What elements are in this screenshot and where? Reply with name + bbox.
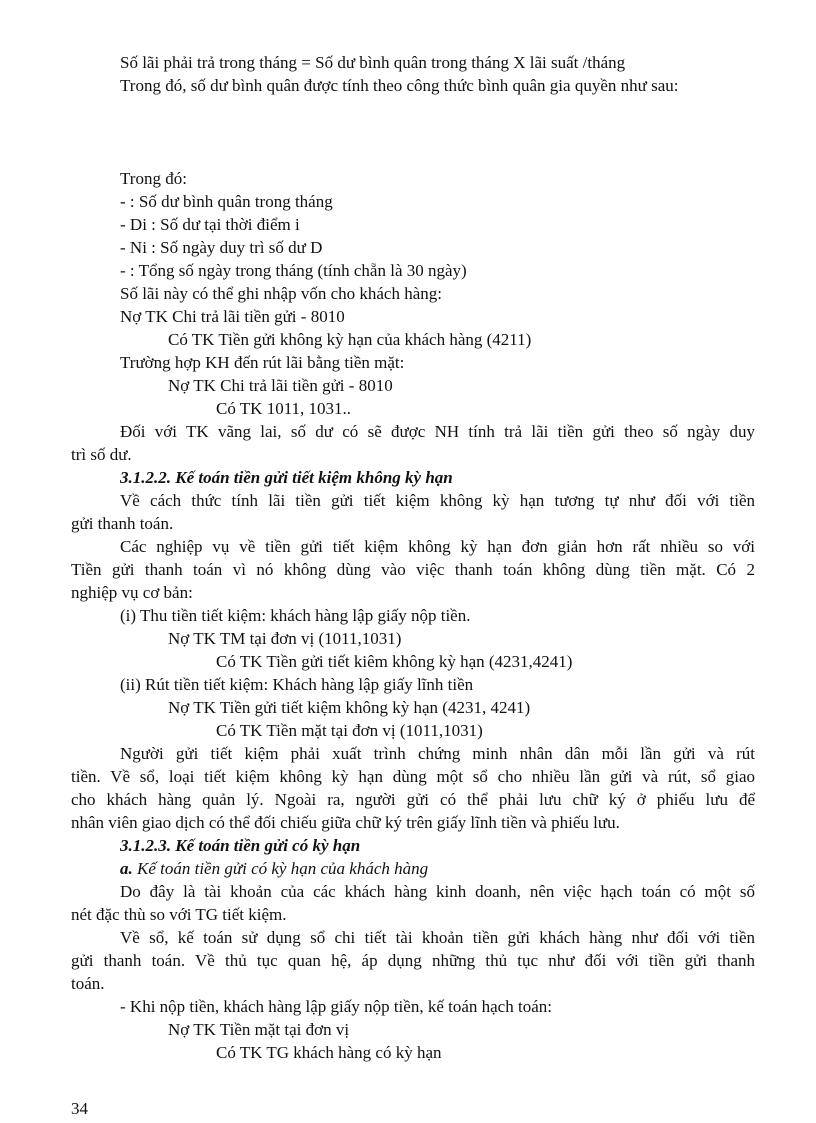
capitalize-interest-line: Số lãi này có thể ghi nhập vốn cho khách hàng: [120,284,442,303]
debit-entry: Nợ TK Tiền mặt tại đơn vị [168,1020,350,1039]
paragraph-line: tiền. Về sổ, loại tiết kiệm không kỳ hạn dùng một sổ cho nhiều lần gửi và rút, sổ giao [71,767,755,786]
paragraph-line: nét đặc thù so với TG tiết kiệm. [71,905,287,924]
paragraph-line: Do đây là tài khoản của các khách hàng kinh doanh, nên việc hạch toán có một số [120,882,755,901]
credit-entry: Có TK TG khách hàng có kỳ hạn [216,1043,442,1062]
definition-ni: - Ni : Số ngày duy trì số dư D [120,238,323,257]
deposit-procedure: - Khi nộp tiền, khách hàng lập giấy nộp tiền, kế toán hạch toán: [120,997,552,1016]
paragraph-line: Tiền gửi thanh toán vì nó không dùng vào việc thanh toán không dùng tiền mặt. Có 2 [71,560,755,579]
subsection-heading [120,858,428,880]
definition-di: - Di : Số dư tại thời điểm i [120,215,300,234]
debit-entry: Nợ TK Chi trả lãi tiền gửi - 8010 [120,307,345,326]
section-heading: 3.1.2.2. Kế toán tiền gửi tiết kiệm không kỳ hạn [120,468,453,487]
paragraph-line: nghiệp vụ cơ bản: [71,583,193,602]
where-label: Trong đó: [120,169,187,188]
subsection-title: Kế toán tiền gửi có kỳ hạn của khách hàng [132,859,429,878]
definition-average-balance: - : Số dư bình quân trong tháng [120,192,333,211]
credit-entry: Có TK Tiền gửi không kỳ hạn của khách hàng (4211) [168,330,532,349]
paragraph-line: toán. [71,974,105,993]
paragraph-line: Về cách thức tính lãi tiền gửi tiết kiệm không kỳ hạn tương tự như đối với tiền [120,491,755,510]
credit-entry: Có TK Tiền gửi tiết kiêm không kỳ hạn (4231,4241) [216,652,573,671]
paragraph-line: Các nghiệp vụ về tiền gửi tiết kiệm không kỳ hạn đơn giản hơn rất nhiều so với [120,537,755,556]
credit-entry: Có TK 1011, 1031.. [216,399,352,418]
paragraph-line: Người gửi tiết kiệm phải xuất trình chứng minh nhân dân mỗi lần gửi và rút [120,744,755,763]
average-balance-intro: Trong đó, số dư bình quân được tính theo công thức bình quân gia quyền như sau: [120,76,679,95]
debit-entry: Nợ TK Tiền gửi tiết kiệm không kỳ hạn (4231, 4241) [168,698,531,717]
operation-withdrawal: (ii) Rút tiền tiết kiệm: Khách hàng lập giấy lĩnh tiền [120,675,474,694]
debit-entry: Nợ TK TM tại đơn vị (1011,1031) [168,629,402,648]
paragraph-line: gửi thanh toán. [71,514,174,533]
paragraph-line: cho khách hàng quản lý. Ngoài ra, người gửi có thể phải lưu chữ ký ở phiếu lưu để [71,790,755,809]
cash-withdrawal-case: Trường hợp KH đến rút lãi bằng tiền mặt: [120,353,405,372]
definition-total-days: - : Tổng số ngày trong tháng (tính chẵn là 30 ngày) [120,261,467,280]
paragraph-line: gửi thanh toán. Về thủ tục quan hệ, áp dụng những thủ tục như đối với tiền gửi thanh [71,951,755,970]
paragraph-line: Về sổ, kế toán sử dụng sổ chi tiết tài khoản tiền gửi khách hàng như đối với tiền [120,928,755,947]
debit-entry: Nợ TK Chi trả lãi tiền gửi - 8010 [168,376,393,395]
paragraph-line: trì số dư. [71,445,132,464]
paragraph-line: nhân viên giao dịch có thể đối chiếu giữa chữ ký trên giấy lĩnh tiền và phiếu lưu. [71,813,620,832]
section-heading: 3.1.2.3. Kế toán tiền gửi có kỳ hạn [120,836,361,855]
subsection-label: a. [120,859,133,878]
operation-deposit: (i) Thu tiền tiết kiệm: khách hàng lập giấy nộp tiền. [120,606,471,625]
page-number: 34 [71,1099,88,1118]
credit-entry: Có TK Tiền mặt tại đơn vị (1011,1031) [216,721,483,740]
interest-formula-line: Số lãi phải trả trong tháng = Số dư bình quân trong tháng X lãi suất /tháng [120,53,626,72]
paragraph-line: Đối với TK vãng lai, số dư có sẽ được NH tính trả lãi tiền gửi theo số ngày duy [120,422,755,441]
